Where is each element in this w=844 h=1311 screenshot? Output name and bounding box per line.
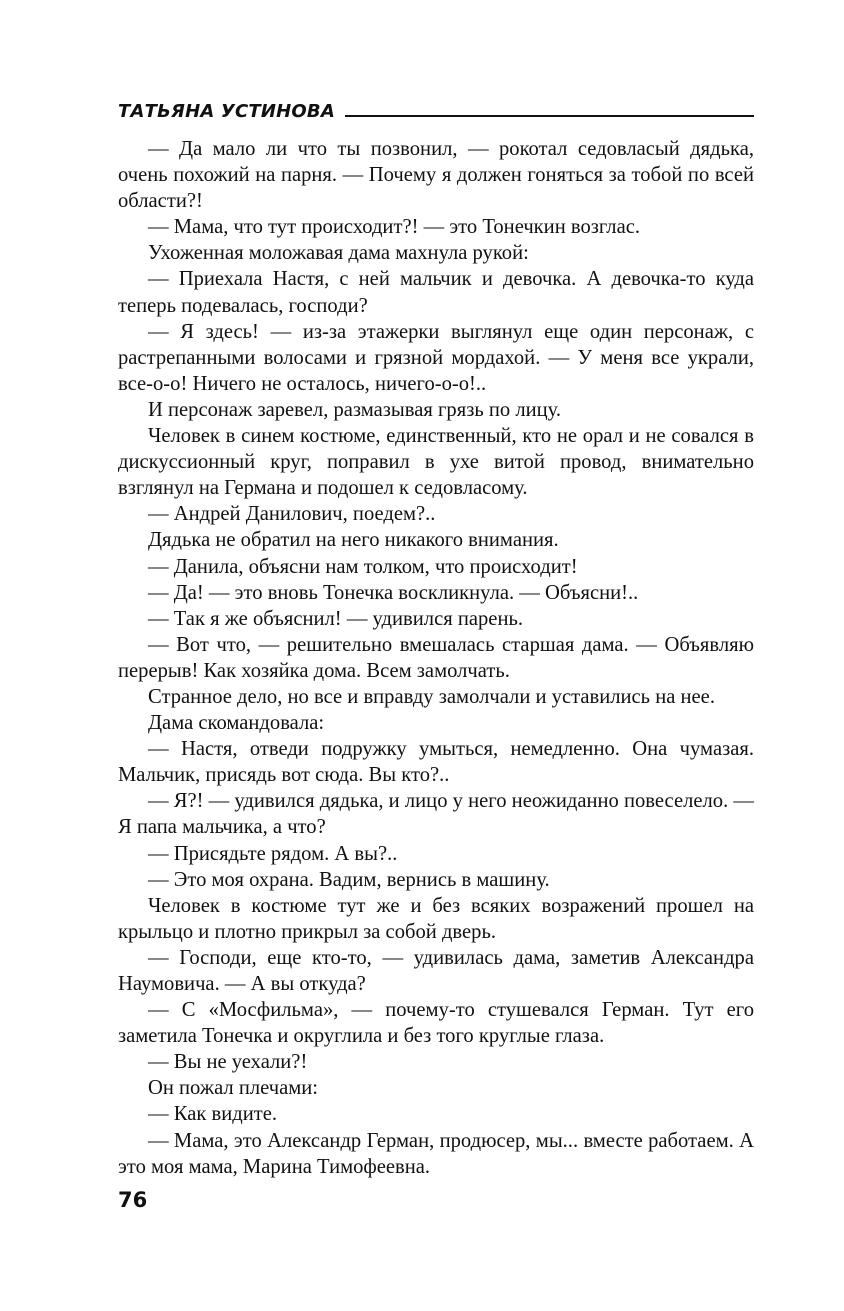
running-header-author: ТАТЬЯНА УСТИНОВА (118, 101, 335, 122)
paragraph: — Господи, еще кто-то, — удивилась дама, заметив Александра Наумовича. — А вы откуда? (118, 946, 754, 995)
running-header (118, 94, 754, 122)
paragraph: — Я?! — удивился дядька, и лицо у него неожиданно повеселело. — Я папа мальчика, а что? (118, 790, 754, 839)
paragraph: Человек в костюме тут же и без всяких возражений прошел на крыльцо и плотно прикрыл за собой дверь. (118, 894, 754, 943)
paragraph: — Это моя охрана. Вадим, вернись в машину. (148, 868, 550, 891)
paragraph: И персонаж заревел, размазывая грязь по лицу. (148, 398, 562, 421)
paragraph: Дама скомандовала: (148, 712, 325, 735)
paragraph: Он пожал плечами: (148, 1077, 319, 1100)
paragraph: — Вот что, — решительно вмешалась старшая дама. — Объявляю перерыв! Как хозяйка дома. Всем замолчать. (118, 633, 754, 682)
paragraph: Ухоженная моложавая дама махнула рукой: (148, 242, 529, 265)
paragraph: — Присядьте рядом. А вы?.. (148, 842, 398, 865)
paragraph: Дядька не обратил на него никакого внимания. (148, 529, 559, 552)
paragraph: — С «Мосфильма», — почему-то стушевался Герман. Тут его заметила Тонечка и округлила и без того круглые глаза. (118, 999, 754, 1048)
header-rule (345, 115, 754, 117)
page-number: 76 (118, 1188, 148, 1212)
body-text (118, 136, 754, 1180)
paragraph: Человек в синем костюме, единственный, кто не орал и не совался в дискуссионный круг, поправил в ухе витой провод, внимательно взглянул на Германа и подошел к седовласому. (118, 425, 754, 500)
paragraph: — Настя, отведи подружку умыться, немедленно. Она чумазая. Мальчик, присядь вот сюда. Вы кто?.. (118, 738, 754, 787)
paragraph: — Мама, это Александр Герман, продюсер, мы... вместе работаем. А это моя мама, Марина Тимофеевна. (118, 1129, 754, 1178)
paragraph: — Мама, что тут происходит?! — это Тонечкин возглас. (148, 216, 640, 239)
paragraph: — Приехала Настя, с ней мальчик и девочка. А девочка-то куда теперь подевалась, господи? (118, 268, 754, 317)
paragraph: — Андрей Данилович, поедем?.. (148, 503, 436, 526)
paragraph: — Я здесь! — из-за этажерки выглянул еще один персонаж, с растрепанными волосами и грязной мордахой. — У меня все украли, все-о-о! Ничего не осталось, ничего-о-о!.. (118, 320, 754, 395)
paragraph: — Так я же объяснил! — удивился парень. (148, 607, 524, 630)
paragraph: — Вы не уехали?! (148, 1051, 308, 1074)
paragraph: — Да! — это вновь Тонечка воскликнула. — Объясни!.. (148, 581, 639, 604)
paragraph: Странное дело, но все и вправду замолчали и уставились на нее. (148, 685, 715, 708)
paragraph: — Как видите. (148, 1103, 278, 1126)
paragraph: — Данила, объясни нам толком, что происходит! (148, 555, 578, 578)
paragraph: — Да мало ли что ты позвонил, — рокотал седовласый дядька, очень похожий на парня. — Почему я должен гоняться за тобой по всей области?! (118, 138, 754, 213)
